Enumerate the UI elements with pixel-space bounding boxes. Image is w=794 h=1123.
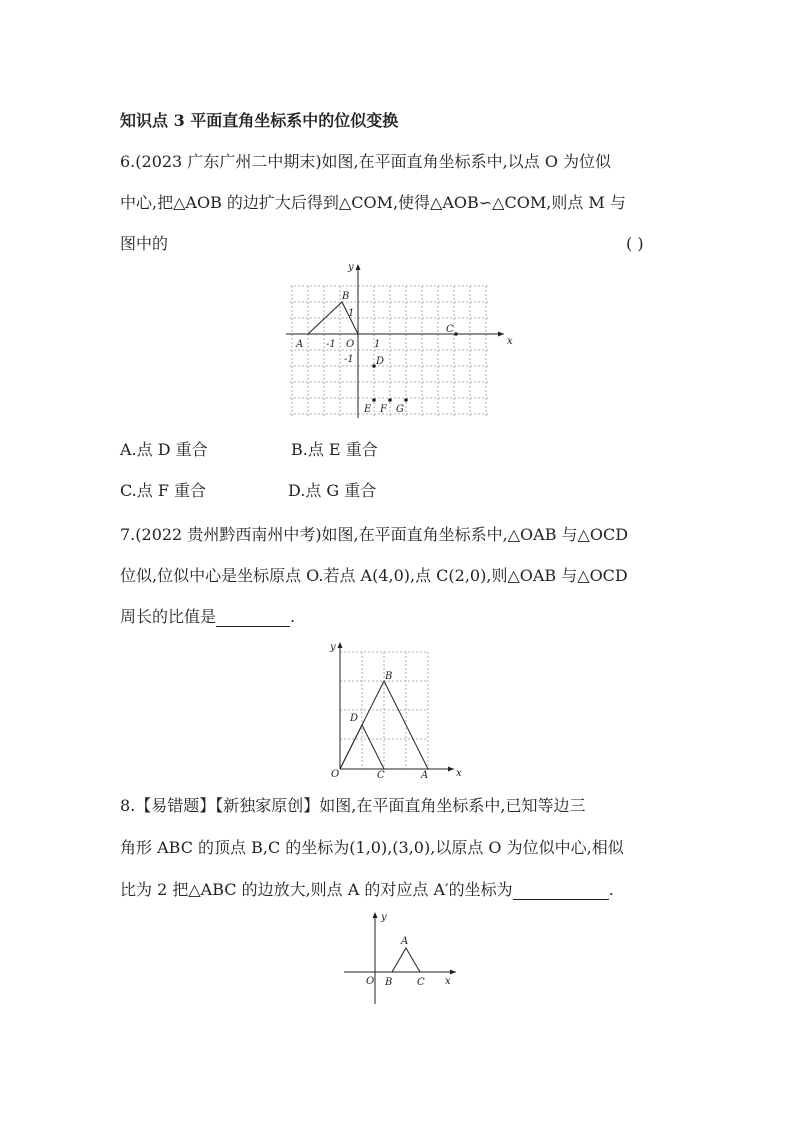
label-A: A	[401, 936, 409, 947]
x-axis-label: x	[456, 768, 462, 779]
label-B: B	[385, 977, 393, 988]
label-O: O	[366, 976, 375, 987]
q8-line-1: 8.【易错题】【新独家原创】如图,在平面直角坐标系中,已知等边三	[120, 796, 586, 815]
answer-blank[interactable]	[216, 609, 290, 627]
label-F: F	[380, 404, 387, 415]
q6-option-C: C.点 F 重合	[120, 481, 207, 500]
section-title: 知识点 3 平面直角坐标系中的位似变换	[120, 111, 399, 130]
point-C	[454, 332, 458, 336]
q6-line-3: 图中的	[120, 234, 169, 253]
label-A: A	[296, 339, 304, 350]
tick-x-1: 1	[374, 339, 381, 350]
q8-line-3-end: .	[608, 880, 614, 899]
label-E: E	[364, 404, 372, 415]
y-axis-label: y	[348, 262, 354, 273]
label-C: C	[446, 324, 454, 335]
label-O: O	[331, 769, 340, 780]
tick-y-neg1: -1	[344, 354, 354, 365]
point-E	[372, 398, 376, 402]
q6-line-2: 中心,把△AOB 的边扩大后得到△COM,使得△AOB∽△COM,则点 M 与	[120, 193, 626, 212]
label-G: G	[396, 404, 404, 415]
q8-line-3-text: 比为 2 把△ABC 的边放大,则点 A 的对应点 A′的坐标为	[120, 880, 513, 899]
q6-option-D: D.点 G 重合	[288, 481, 377, 500]
q6-line-1: 6.(2023 广东广州二中期末)如图,在平面直角坐标系中,以点 O 为位似	[120, 152, 612, 171]
tick-x-neg1: -1	[326, 339, 336, 350]
q6-option-A: A.点 D 重合	[120, 440, 208, 459]
x-axis-label: x	[445, 976, 451, 987]
label-B: B	[342, 291, 350, 302]
label-C: C	[417, 977, 425, 988]
tick-y-1: 1	[348, 308, 355, 319]
q7-line-1: 7.(2022 贵州黔西南州中考)如图,在平面直角坐标系中,△OAB 与△OCD	[120, 525, 629, 544]
label-A: A	[421, 770, 429, 781]
y-axis-label: y	[381, 912, 387, 923]
q7-line-3-end: .	[290, 607, 296, 626]
q7-line-2: 位似,位似中心是坐标原点 O.若点 A(4,0),点 C(2,0),则△OAB 与△OCD	[120, 566, 628, 585]
label-B: B	[385, 671, 393, 682]
answer-parentheses: ( )	[626, 234, 644, 253]
y-axis-label: y	[330, 642, 336, 653]
q6-option-B: B.点 E 重合	[291, 440, 378, 459]
q7-line-3-text: 周长的比值是	[120, 607, 217, 626]
point-F	[388, 398, 392, 402]
label-C: C	[377, 770, 385, 781]
q8-line-2: 角形 ABC 的顶点 B,C 的坐标为(1,0),(3,0),以原点 O 为位似中心,相似	[120, 838, 624, 857]
q6-figure	[282, 258, 522, 418]
q7-figure	[326, 638, 476, 783]
q8-line-3	[120, 880, 614, 900]
origin-label: O	[346, 339, 355, 350]
q7-line-3	[120, 607, 295, 627]
answer-blank[interactable]	[513, 882, 609, 900]
q8-figure	[340, 908, 460, 1008]
point-G	[404, 398, 408, 402]
label-D: D	[350, 713, 359, 724]
label-D: D	[376, 356, 385, 367]
x-axis-label: x	[507, 336, 513, 347]
